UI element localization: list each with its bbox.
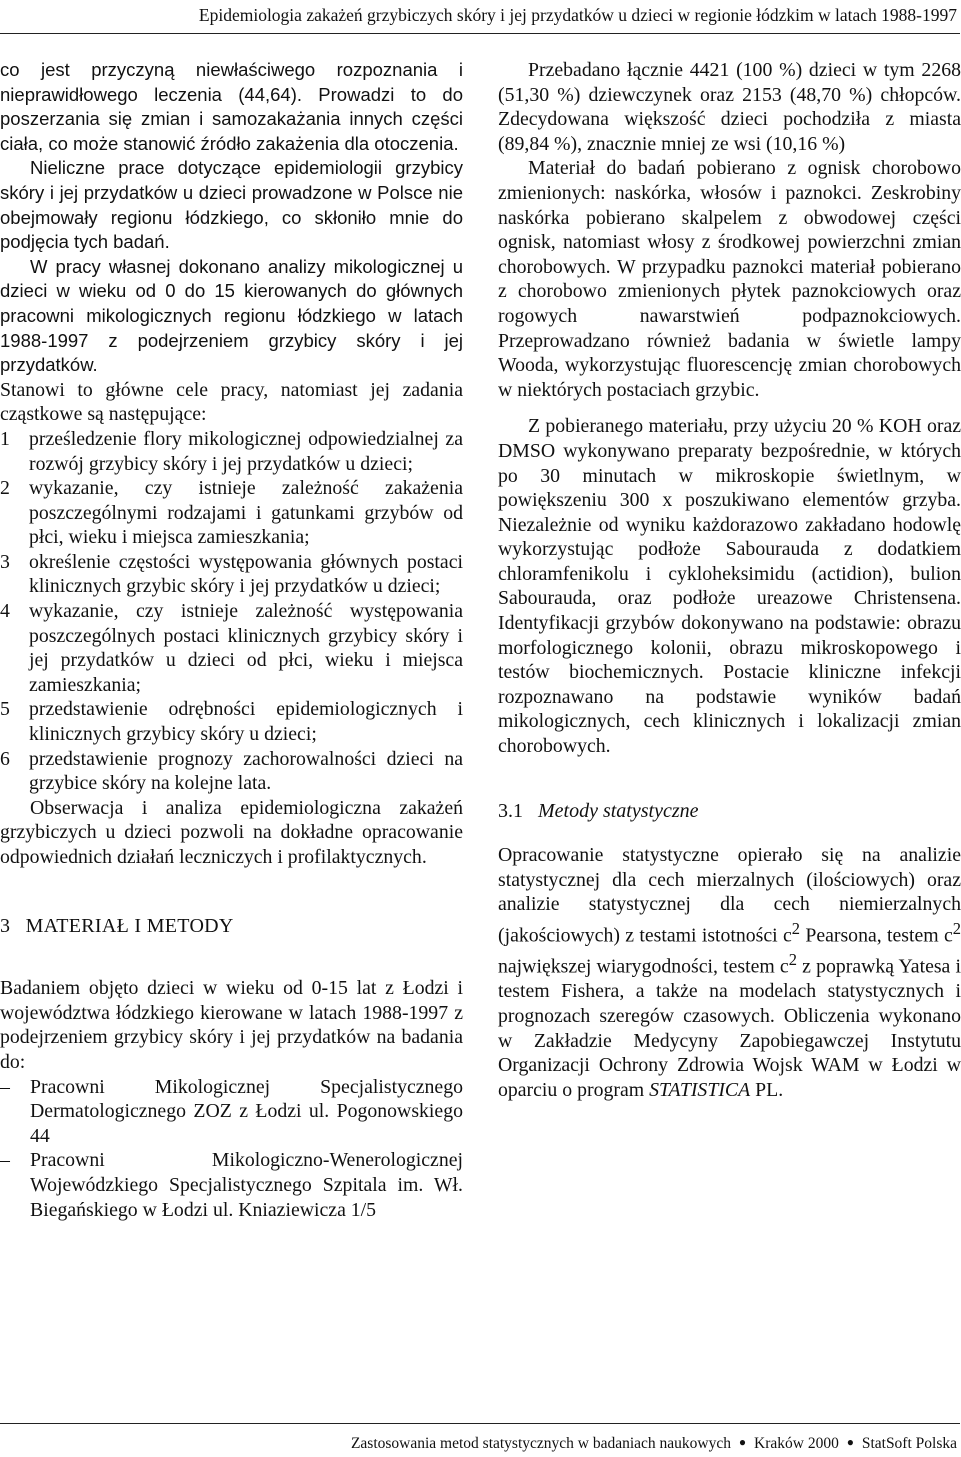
list-text: przedstawienie odrębności epidemiologicznych i klinicznych grzybicy skóry u dzieci; xyxy=(29,698,463,746)
paragraph-gap xyxy=(498,402,961,414)
list-number: 2 xyxy=(0,477,10,500)
superscript: 2 xyxy=(791,919,801,938)
aims-list xyxy=(0,427,463,796)
program-name: STATISTICA xyxy=(649,1078,751,1101)
right-column xyxy=(498,58,961,1102)
subsection-number: 3.1 xyxy=(498,799,523,822)
text-run: PL. xyxy=(750,1078,784,1101)
list-number: 4 xyxy=(0,600,10,623)
material-paragraph: Materiał do badań pobierano z ognisk chorobowo zmienionych: naskórka, włosów i paznokci. Zeskrobiny naskórka pobierano skalpelem z obwodowej części ognisk, natomiast włosy z środkowej powierzchni zmian chorobowych. W przypadku paznokci materiał pobierano z chorobowo zmienionych płytek paznokciowych oraz rogowych nawarstwień podpaznokciowych. Przeprowadzano również badania w świetle lampy Wooda, wykorzystując fluorescencję zmian chorobowych w niektórych postaciach grzybic. xyxy=(498,157,961,401)
list-item xyxy=(0,550,463,599)
list-text: wykazanie, czy istnieje zależność zakażenia poszczególnymi rodzajami i gatunkami grzybów od płci, wieku i miejsca zamieszkania; xyxy=(29,477,463,549)
list-item xyxy=(0,697,463,746)
superscript: 2 xyxy=(952,919,961,938)
list-text: prześledzenie flory mikologicznej odpowiedzialnej za rozwój grzybicy skóry i jej przydatków u dzieci; xyxy=(29,427,463,475)
list-item xyxy=(0,747,463,796)
w-pracy-paragraph: W pracy własnej dokonano analizy mikologicznej u dzieci w wieku od 0 do 15 kierowanych do głównych pracowni mikologicznych regionu łódzkiego w latach 1988-1997 z podejrzeniem grzybicy skóry i jej przydatków. xyxy=(0,255,463,376)
list-number: 6 xyxy=(0,747,10,770)
badaniem-paragraph: Badaniem objęto dzieci w wieku od 0-15 lat z Łodzi i województwa łódzkiego kierowane w latach 1988-1997 z podejrzeniem grzybicy skóry i jej przydatków na badania do: xyxy=(0,977,463,1073)
list-text: Pracowni Mikologicznej Specjalistycznego Dermatologicznego ZOZ z Łodzi ul. Pogonowskiego 44 xyxy=(30,1075,463,1147)
section-number: 3 xyxy=(0,914,11,937)
footer-publisher: StatSoft Polska xyxy=(861,1435,957,1452)
dash-marker: – xyxy=(0,1075,10,1098)
pobieranego-paragraph: Z pobieranego materiału, przy użyciu 20 % KOH oraz DMSO wykonywano preparaty bezpośrednie, w których po 30 minutach w mikroskopie świetlnym, w powiększeniu 300 x poszukiwano elementów grzyba. Niezależnie od wyniku każdorazowo zakładano hodowlę wykorzystując podłoże Sabourauda z dodatkiem chloramfenikolu i cykloheksimidu (actidion), bulion Sabourauda, oraz podłoże ureazowe Christensena. Identyfikacji grzybów dokonywano na podstawie: obrazu morfologicznego kolonii, obrazu mikroskopowego i testów biochemicznych. Postacie kliniczne infekcji rozpoznawano na podstawie wyników badań mikologicznych, cech klinicznych i lokalizacji zmian chorobowych. xyxy=(498,415,961,758)
section-heading xyxy=(0,914,463,939)
list-text: określenie częstości występowania głównych postaci klinicznych grzybic skóry i jej przydatków u dzieci; xyxy=(29,550,463,598)
nieliczne-paragraph: Nieliczne prace dotyczące epidemiologii grzybicy skóry i jej przydatków u dzieci prowadzone w Polsce nie obejmowały regionu łódzkiego, co skłoniło mnie do podjęcia tych badań. xyxy=(0,157,463,253)
list-text: przedstawienie prognozy zachorowalności dzieci na grzybice skóry na kolejne lata. xyxy=(29,747,463,795)
section-title: MATERIAŁ I METODY xyxy=(25,914,234,937)
text-run: Pearsona, testem c xyxy=(800,924,953,947)
stanowi-paragraph: Stanowi to główne cele pracy, natomiast jej zadania cząstkowe są następujące: xyxy=(0,378,463,426)
statystyka-paragraph xyxy=(498,843,961,1102)
list-number: 1 xyxy=(0,427,10,450)
obserwacja-paragraph: Obserwacja i analiza epidemiologiczna zakażeń grzybiczych u dzieci pozwoli na dokładne opracowanie odpowiednich działań leczniczych i profilaktycznych. xyxy=(0,796,463,868)
footer-title: Zastosowania metod statystycznych w badaniach naukowych xyxy=(350,1435,732,1452)
list-text: Pracowni Mikologiczno-Wenerologicznej Wojewódzkiego Specjalistycznego Szpitala im. Wł. Biegańskiego w Łodzi ul. Kniaziewicza 1/5 xyxy=(30,1149,463,1221)
dash-marker: – xyxy=(0,1149,10,1172)
running-footer xyxy=(0,1432,957,1454)
labs-list xyxy=(0,1075,463,1223)
list-item xyxy=(0,599,463,697)
intro-paragraph: co jest przyczyną niewłaściwego rozpoznania i nieprawidłowego leczenia (44,64). Prowadzi to do poszerzania się zmian i samozakażania innych części ciała, co może stanowić źródło zakażenia dla otoczenia. xyxy=(0,59,463,154)
footer-place-year: Kraków 2000 xyxy=(754,1435,839,1452)
text-run: największej wiarygodności, testem c xyxy=(498,955,789,978)
list-number: 3 xyxy=(0,550,10,573)
list-item xyxy=(0,1075,463,1149)
text-run: Opracowanie statystyczne opierało się na analizie statystycznej dla cech mierzalnych (ilościowych) oraz analizie statystycznej dla cech niemierzalnych (jakościowych) z testami istotności c xyxy=(498,844,961,947)
bullet-icon: ● xyxy=(846,1435,854,1449)
list-item xyxy=(0,1148,463,1222)
przebadano-paragraph: Przebadano łącznie 4421 (100 %) dzieci w tym 2268 (51,30 %) dziewczynek oraz 2153 (48,70 %) chłopców. Zdecydowana większość dzieci pochodziła z miasta (89,84 %), znacznie mniej ze wsi (10,16 %) xyxy=(498,59,961,155)
list-item xyxy=(0,427,463,476)
header-rule xyxy=(0,33,960,34)
superscript: 2 xyxy=(788,950,797,970)
list-number: 5 xyxy=(0,698,10,721)
list-item xyxy=(0,476,463,550)
list-text: wykazanie, czy istnieje zależność występowania poszczególnych postaci klinicznych grzybicy skóry i jej przydatków u dzieci od płci, wieku i miejsca zamieszkania; xyxy=(29,600,463,696)
running-header: Epidemiologia zakażeń grzybiczych skóry i jej przydatków u dzieci w regionie łódzkim w latach 1988-1997 xyxy=(198,5,957,25)
footer-rule xyxy=(0,1423,960,1424)
left-column xyxy=(0,58,463,1222)
subsection-heading xyxy=(498,799,961,824)
subsection-title: Metody statystyczne xyxy=(538,799,699,822)
bullet-icon: ● xyxy=(738,1435,747,1449)
text-run: z poprawką Yatesa i testem Fishera, a także na modelach statystycznych i prognozach szeregów czasowych. Obliczenia wykonano w Zakładzie Medycyny Zapobiegawczej Instytutu Organizacji Ochrony Zdrowia Wojsk WAM w Łodzi w oparciu o program xyxy=(498,955,961,1101)
